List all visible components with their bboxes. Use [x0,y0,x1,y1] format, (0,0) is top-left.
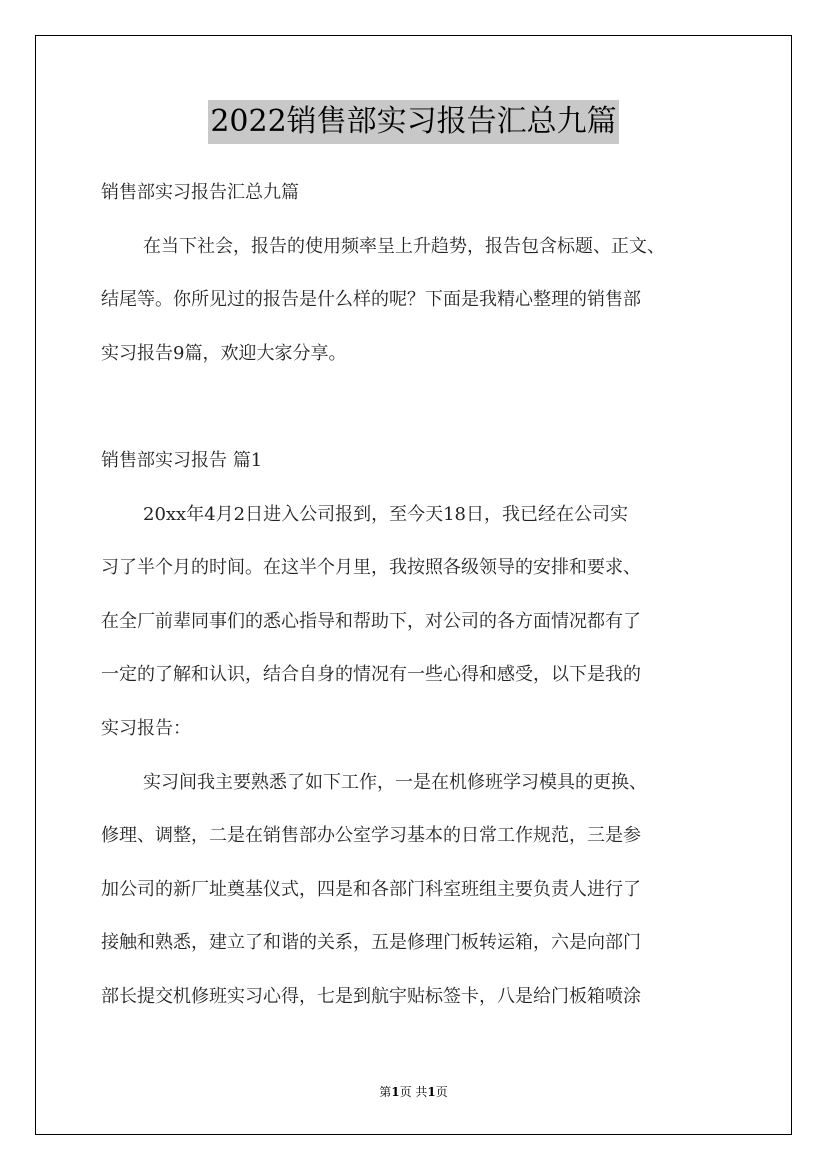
page-suffix: 页 [399,1085,412,1099]
total-prefix: 共 [415,1085,428,1099]
paragraph-line: 接触和熟悉，建立了和谐的关系，五是修理门板转运箱，六是向部门 [101,932,641,954]
blank-line [101,384,741,438]
paragraph-line: 在当下社会，报告的使用频率呈上升趋势，报告包含标题、正文、 [143,235,665,257]
paragraph-line: 20xx年4月2日进入公司报到，至今天18日，我已经在公司实 [143,503,629,525]
paragraph-line: 习了半个月的时间。在这半个月里，我按照各级领导的安排和要求、 [101,557,641,579]
total-pages: 1 [427,1085,436,1099]
paragraph-line: 实习间我主要熟悉了如下工作，一是在机修班学习模具的更换、 [143,771,647,793]
page-footer [0,1083,827,1100]
title-container [0,100,827,144]
section-heading: 销售部实习报告 篇1 [101,449,263,471]
paragraph-line: 实习报告： [101,717,191,739]
paragraph-line: 实习报告9篇，欢迎大家分享。 [101,342,347,364]
total-suffix: 页 [435,1085,448,1099]
paragraph-line: 加公司的新厂址奠基仪式，四是和各部门科室班组主要负责人进行了 [101,878,641,900]
paragraph-line: 一定的了解和认识，结合自身的情况有一些心得和感受，以下是我的 [101,664,641,686]
paragraph-line: 结尾等。你所见过的报告是什么样的呢？下面是我精心整理的销售部 [101,289,641,311]
document-body [101,170,741,1028]
paragraph-line: 在全厂前辈同事们的悉心指导和帮助下，对公司的各方面情况都有了 [101,610,641,632]
page-number: 1 [391,1085,400,1099]
subtitle-line: 销售部实习报告汇总九篇 [101,182,299,203]
page-prefix: 第 [379,1085,392,1099]
paragraph-line: 部长提交机修班实习心得，七是到航宇贴标签卡，八是给门板箱喷涂 [101,985,641,1007]
document-title: 2022销售部实习报告汇总九篇 [208,100,618,144]
paragraph-line: 修理、调整，二是在销售部办公室学习基本的日常工作规范，三是参 [101,825,641,847]
